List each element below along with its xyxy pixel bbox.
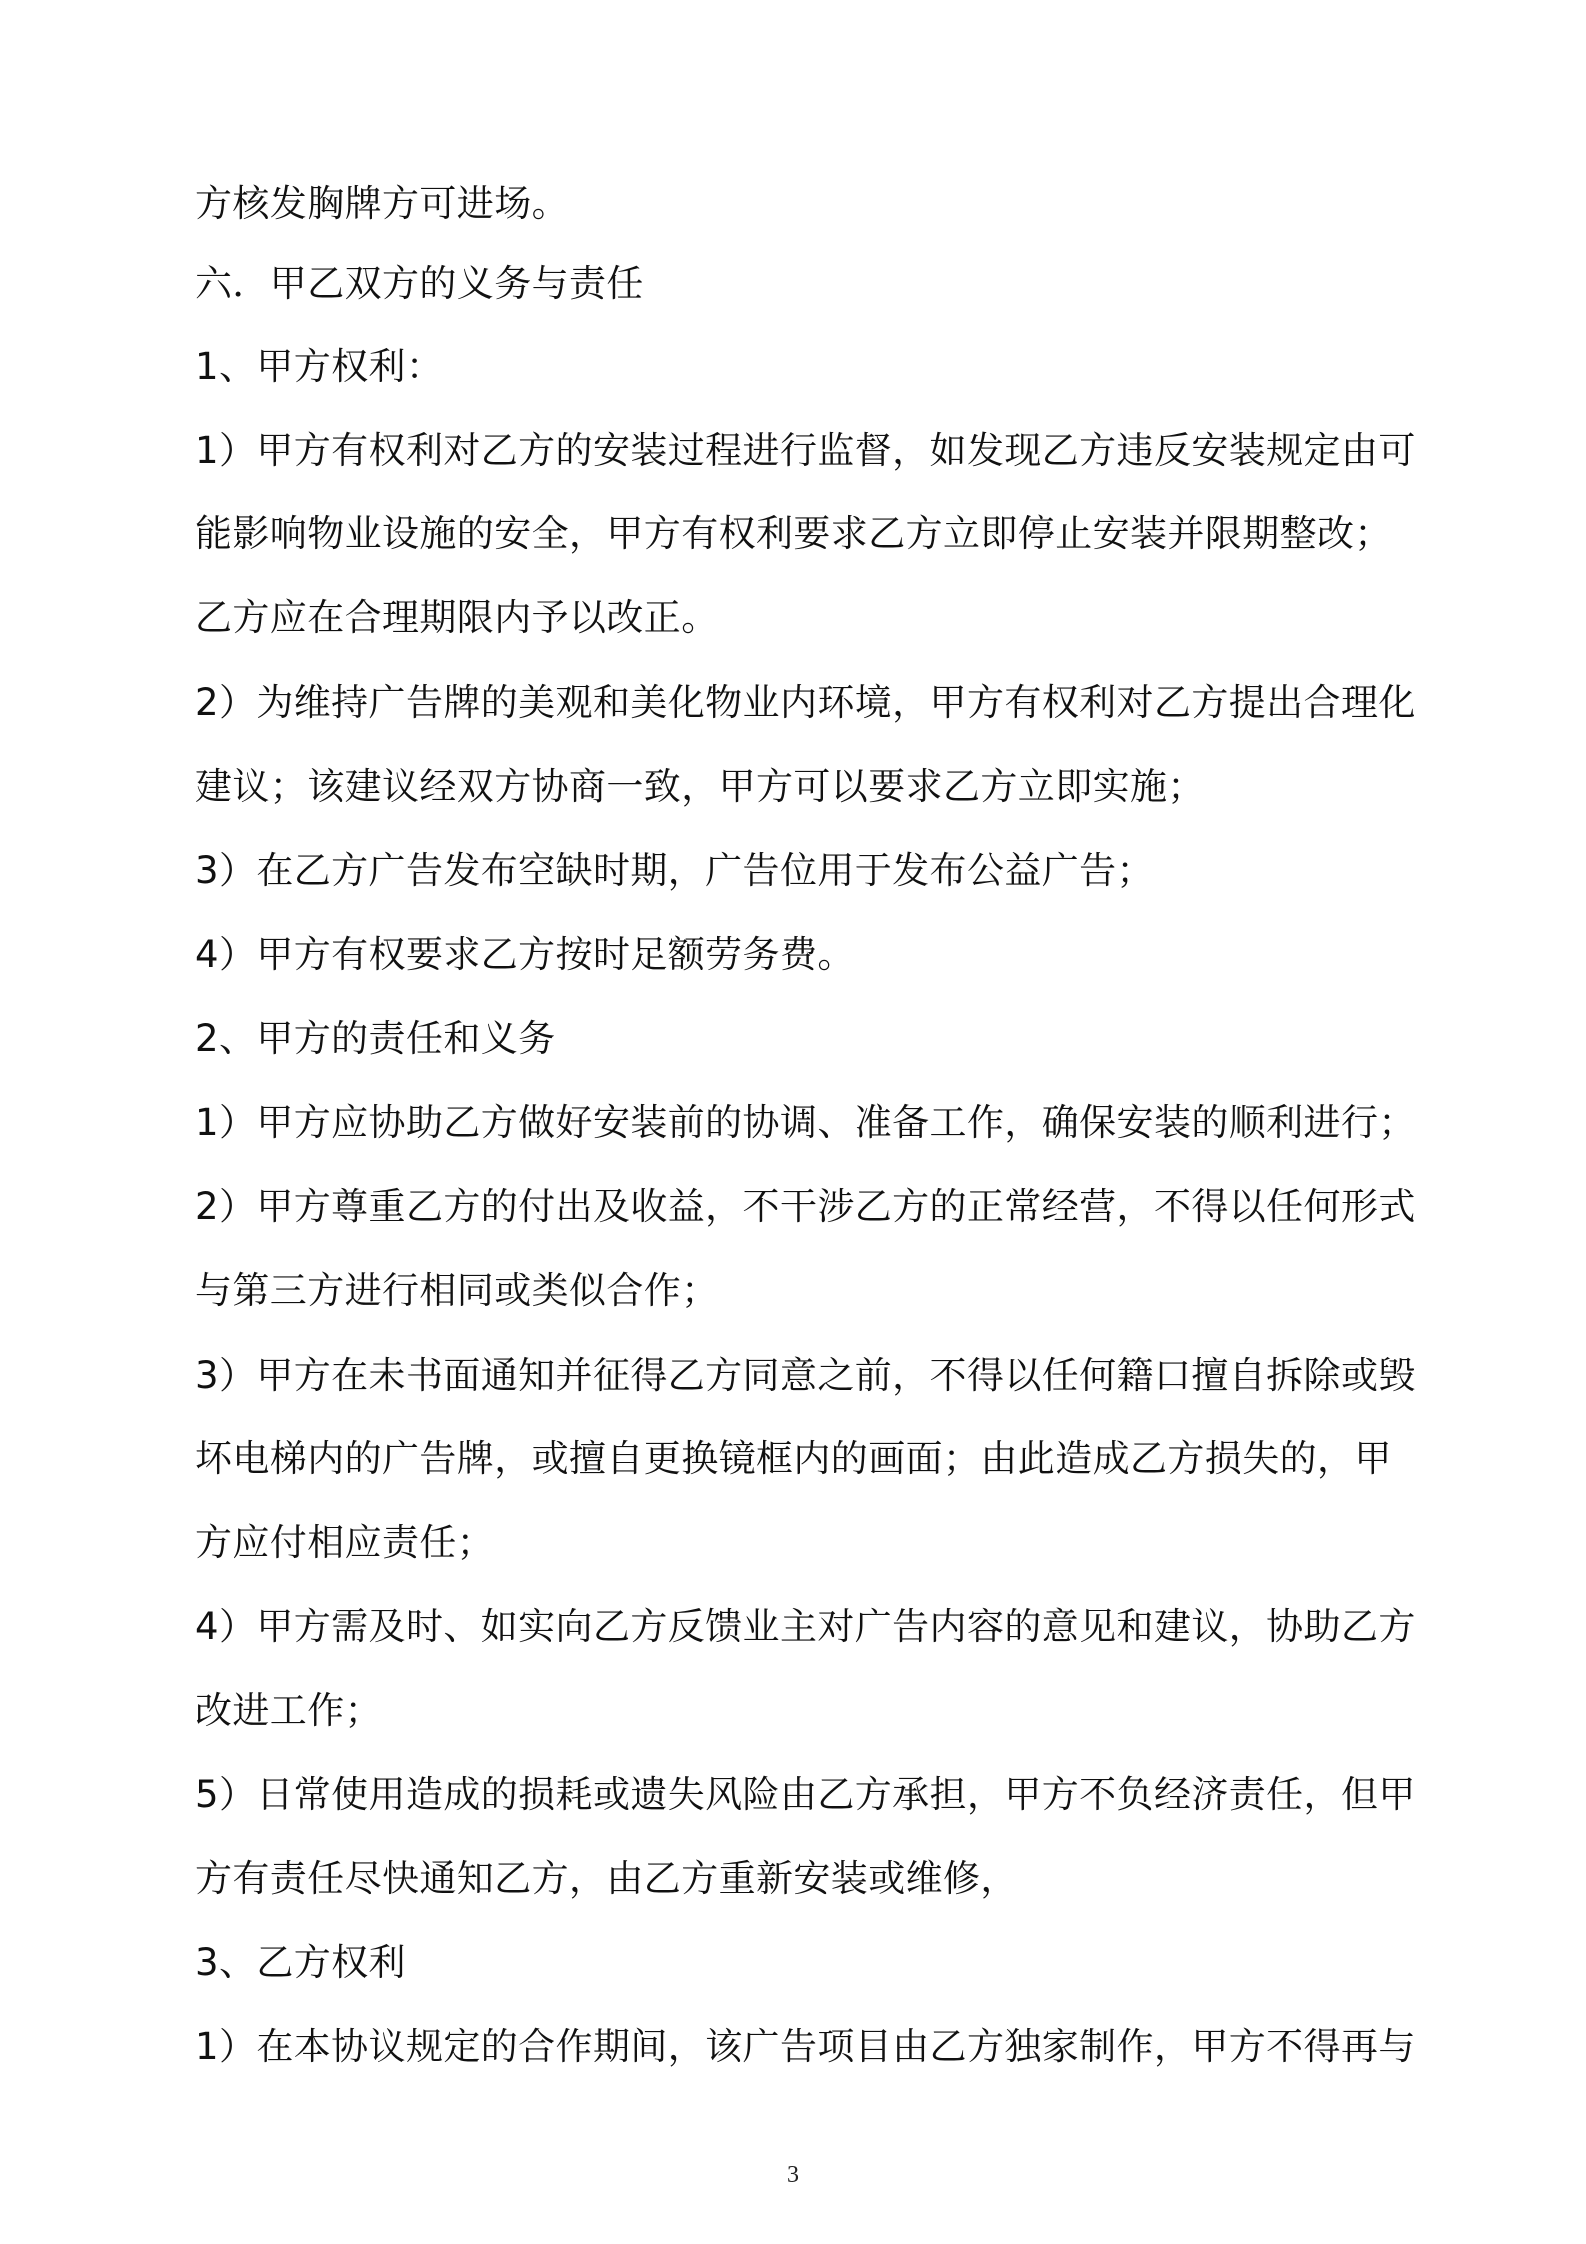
text-line: 能影响物业设施的安全，甲方有权利要求乙方立即停止安装并限期整改； <box>195 512 1392 555</box>
text-line: 乙方应在合理期限内予以改正。 <box>195 596 719 639</box>
text-line: 改进工作； <box>195 1689 382 1732</box>
text-line: 3）在乙方广告发布空缺时期，广告位用于发布公益广告； <box>195 849 1154 892</box>
page-number: 3 <box>787 2162 799 2188</box>
text-line: 方应付相应责任； <box>195 1521 495 1564</box>
subsection-heading: 2、甲方的责任和义务 <box>195 1017 556 1060</box>
text-line: 建议；该建议经双方协商一致，甲方可以要求乙方立即实施； <box>195 765 1205 808</box>
text-line: 1）在本协议规定的合作期间，该广告项目由乙方独家制作，甲方不得再与 <box>195 2025 1416 2068</box>
text-line: 3）甲方在未书面通知并征得乙方同意之前，不得以任何籍口擅自拆除或毁 <box>195 1354 1416 1397</box>
subsection-heading: 1、甲方权利： <box>195 345 444 388</box>
text-line: 1）甲方有权利对乙方的安装过程进行监督，如发现乙方违反安装规定由可 <box>195 429 1416 472</box>
subsection-heading: 3、乙方权利 <box>195 1941 406 1984</box>
text-line: 2）为维持广告牌的美观和美化物业内环境，甲方有权利对乙方提出合理化 <box>195 681 1416 724</box>
text-line: 方核发胸牌方可进场。 <box>195 182 569 225</box>
text-line: 方有责任尽快通知乙方，由乙方重新安装或维修， <box>195 1857 1018 1900</box>
text-line: 坏电梯内的广告牌，或擅自更换镜框内的画面；由此造成乙方损失的，甲 <box>195 1437 1392 1480</box>
text-line: 与第三方进行相同或类似合作； <box>195 1269 719 1312</box>
text-line: 4）甲方有权要求乙方按时足额劳务费。 <box>195 933 855 976</box>
text-line: 1）甲方应协助乙方做好安装前的协调、准备工作，确保安装的顺利进行； <box>195 1101 1416 1144</box>
section-heading: 六．甲乙双方的义务与责任 <box>195 262 644 305</box>
text-line: 4）甲方需及时、如实向乙方反馈业主对广告内容的意见和建议，协助乙方 <box>195 1605 1416 1648</box>
text-line: 5）日常使用造成的损耗或遗失风险由乙方承担，甲方不负经济责任，但甲 <box>195 1773 1416 1816</box>
text-line: 2）甲方尊重乙方的付出及收益，不干涉乙方的正常经营，不得以任何形式 <box>195 1185 1416 1228</box>
